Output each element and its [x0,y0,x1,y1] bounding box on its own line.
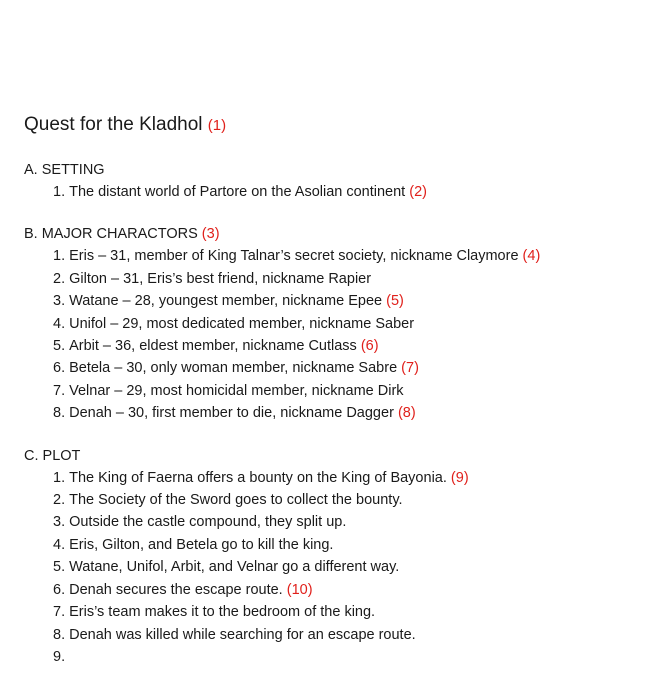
list-item-footnote: (10) [286,581,313,598]
list-item-footnote: (7) [401,360,419,377]
list-item [53,534,640,556]
list-item-number: 7. [53,382,66,399]
list-item [53,624,640,646]
section-heading [24,445,640,467]
document-title [24,112,640,139]
title-text: Quest for the Kladhol [24,114,203,135]
section-heading [24,223,640,245]
list-item-footnote: (9) [450,469,469,486]
outline-sections [24,159,640,668]
list-item [53,467,640,489]
list-item-footnote: (6) [360,338,379,355]
section-list [24,467,640,669]
list-item [53,646,640,668]
list-item-number: 4. [53,536,66,553]
list-item [53,601,640,623]
list-item-text: Denah secures the escape route. [69,581,283,598]
list-item-number: 5. [53,559,66,576]
outline-section [24,223,640,424]
list-item-text: Watane – 28, youngest member, nickname Epee [69,293,383,310]
document-page [24,112,640,668]
list-item-number: 1. [53,469,66,486]
list-item-number: 8. [53,405,66,422]
list-item [53,335,640,357]
list-item-text: Outside the castle compound, they split up. [69,514,347,531]
list-item-footnote: (4) [522,248,541,265]
list-item-footnote: (5) [386,293,404,310]
section-heading-text: A. SETTING [24,162,105,178]
outline-section [24,445,640,669]
list-item [53,579,640,601]
section-heading [24,159,640,181]
list-item-text: Gilton – 31, Eris’s best friend, nickname Rapier [69,270,372,287]
list-item-number: 1. [53,248,66,265]
list-item-number: 3. [53,293,66,310]
list-item-text: The King of Faerna offers a bounty on the King of Bayonia. [69,469,447,486]
list-item [53,268,640,290]
list-item-text: Unifol – 29, most dedicated member, nickname Saber [69,315,415,332]
section-list [24,245,640,424]
list-item-number: 8. [53,626,66,643]
list-item-footnote: (8) [397,405,416,422]
list-item-text: Betela – 30, only woman member, nickname Sabre [69,360,398,377]
list-item [53,511,640,533]
list-item [53,290,640,312]
list-item-number: 5. [53,338,66,355]
list-item-text: Eris’s team makes it to the bedroom of the king. [69,604,376,621]
list-item [53,181,640,203]
list-item [53,556,640,578]
list-item-text: Eris, Gilton, and Betela go to kill the king. [69,536,334,553]
list-item-number: 2. [53,270,66,287]
list-item-text: The Society of the Sword goes to collect the bounty. [69,492,403,509]
list-item-text: Arbit – 36, eldest member, nickname Cutlass [69,338,357,355]
list-item-number: 1. [53,184,66,200]
section-heading-text: B. MAJOR CHARACTORS [24,226,198,243]
list-item-number: 6. [53,360,66,377]
list-item-text: Velnar – 29, most homicidal member, nickname Dirk [69,382,404,399]
list-item-number: 7. [53,604,66,621]
list-item [53,402,640,424]
list-item [53,313,640,335]
outline-section [24,159,640,203]
list-item-number: 3. [53,514,66,531]
list-item-text: Eris – 31, member of King Talnar’s secret society, nickname Claymore [69,248,519,265]
list-item-number: 9. [53,648,66,665]
list-item-text: Denah – 30, first member to die, nickname Dagger [69,405,394,422]
list-item-text: The distant world of Partore on the Asolian continent [69,184,406,200]
list-item-number: 4. [53,315,66,332]
list-item [53,380,640,402]
list-item [53,357,640,379]
title-footnote: (1) [207,117,227,134]
list-item-footnote: (2) [409,184,427,200]
section-heading-text: C. PLOT [24,447,81,464]
list-item-text: Watane, Unifol, Arbit, and Velnar go a different way. [69,559,400,576]
list-item-number: 6. [53,581,66,598]
list-item-number: 2. [53,492,66,509]
list-item [53,245,640,267]
list-item-text: Denah was killed while searching for an escape route. [69,626,416,643]
section-list [24,181,640,203]
section-footnote: (3) [201,226,220,243]
list-item [53,489,640,511]
